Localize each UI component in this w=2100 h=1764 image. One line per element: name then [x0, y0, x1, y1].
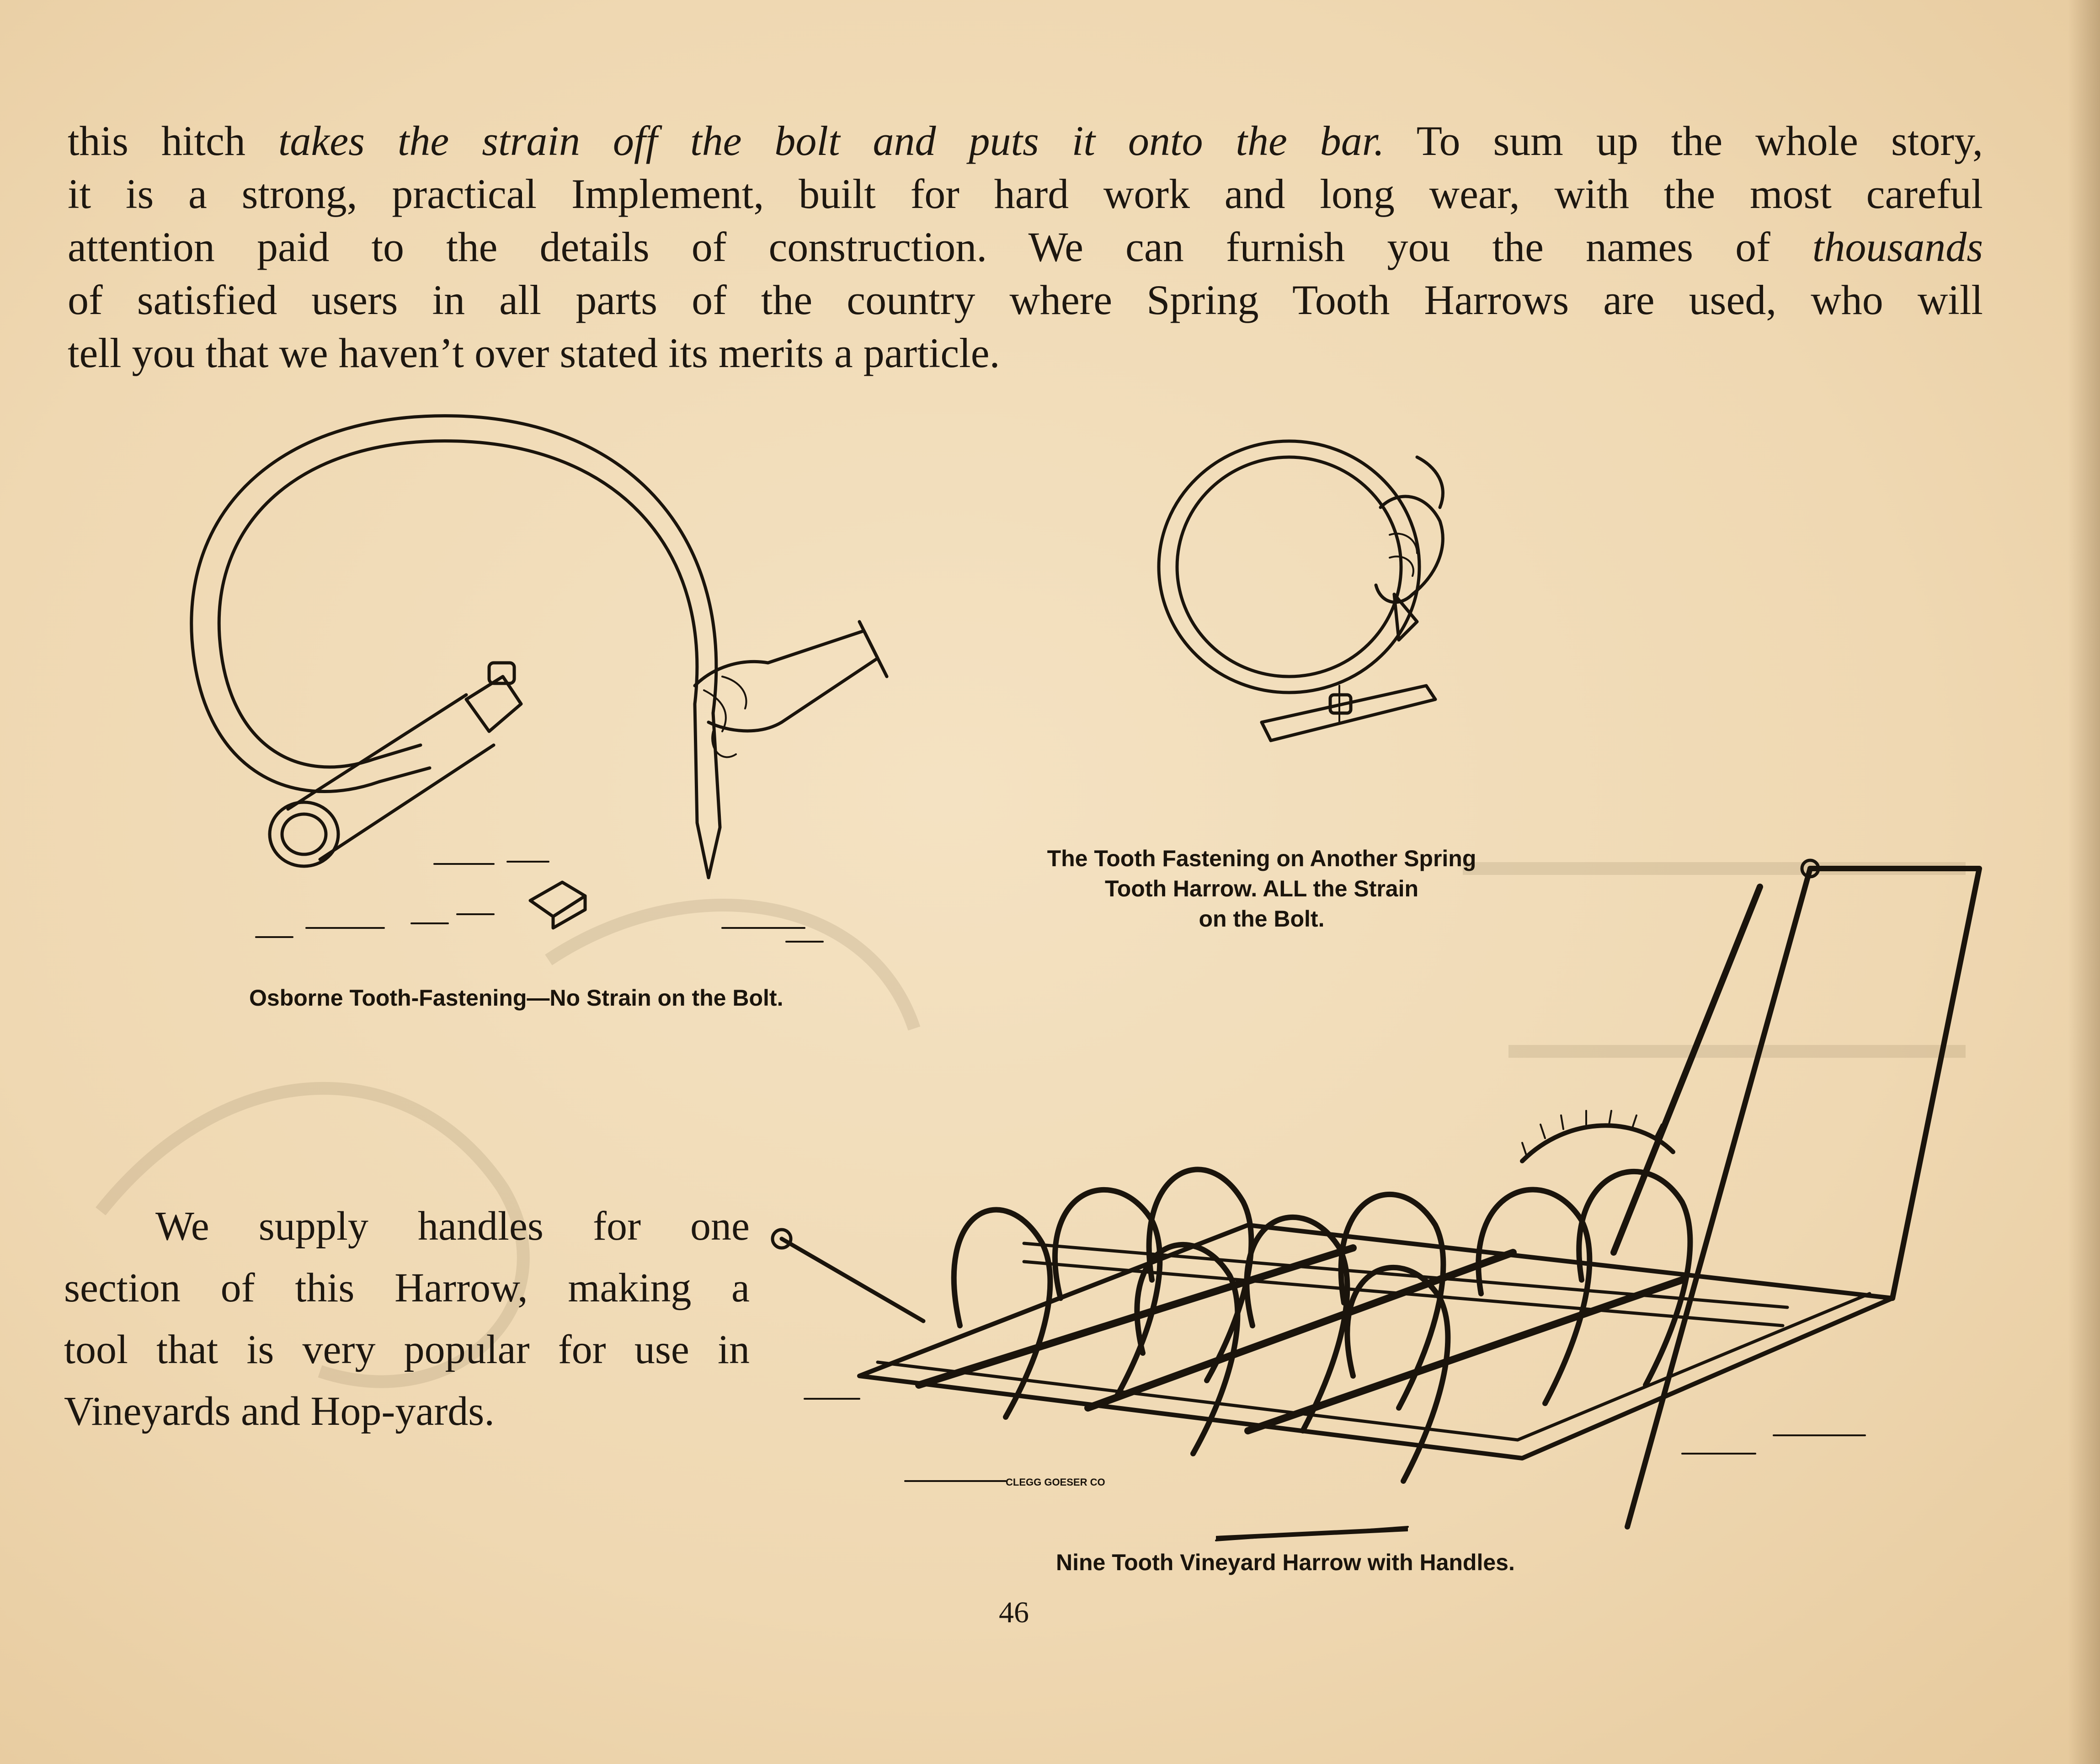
intro-line-3-italic: thousands	[1812, 224, 1983, 270]
intro-line-3	[68, 220, 1983, 273]
intro-line-5: tell you that we haven’t over stated its merits a particle.	[68, 330, 1000, 376]
vineyard-harrow-illustration	[768, 841, 1993, 1554]
harrow-caption: Nine Tooth Vineyard Harrow with Handles.	[1056, 1550, 1515, 1575]
intro-line-1-end: To sum up the whole story,	[1416, 117, 1983, 164]
other-caption-line-3: on the Bolt.	[1199, 906, 1325, 932]
other-caption-line-2: Tooth Harrow. ALL the Strain	[1104, 876, 1419, 901]
side-line-4: Vineyards and Hop-yards.	[64, 1389, 495, 1434]
other-caption-line-1: The Tooth Fastening on Another Spring	[1047, 846, 1476, 871]
other-tooth-illustration	[1143, 430, 1490, 759]
page-number: 46	[999, 1596, 1029, 1629]
intro-line-1-italic: takes the strain off the bolt and puts it onto the bar.	[278, 117, 1385, 164]
side-paragraph	[64, 1195, 750, 1442]
side-line-1: We supply handles for one	[155, 1204, 750, 1249]
side-line-3: tool that is very popular for use in	[64, 1327, 750, 1372]
intro-line-4: of satisfied users in all parts of the country where Spring Tooth Harrows are used, who will	[68, 277, 1983, 323]
side-line-2: section of this Harrow, making a	[64, 1265, 750, 1311]
engraver-mark: CLEGG GOESER CO	[1006, 1476, 1105, 1488]
intro-line-2: it is a strong, practical Implement, built for hard work and long wear, with the most careful	[68, 171, 1983, 217]
osborne-caption: Osborne Tooth-Fastening—No Strain on the Bolt.	[249, 985, 784, 1011]
intro-line-1-start: this hitch	[68, 117, 245, 164]
intro-line-3-text: attention paid to the details of construction. We can furnish you the names of	[68, 224, 1770, 270]
intro-paragraph	[68, 114, 1983, 379]
intro-line-1	[68, 114, 1983, 167]
